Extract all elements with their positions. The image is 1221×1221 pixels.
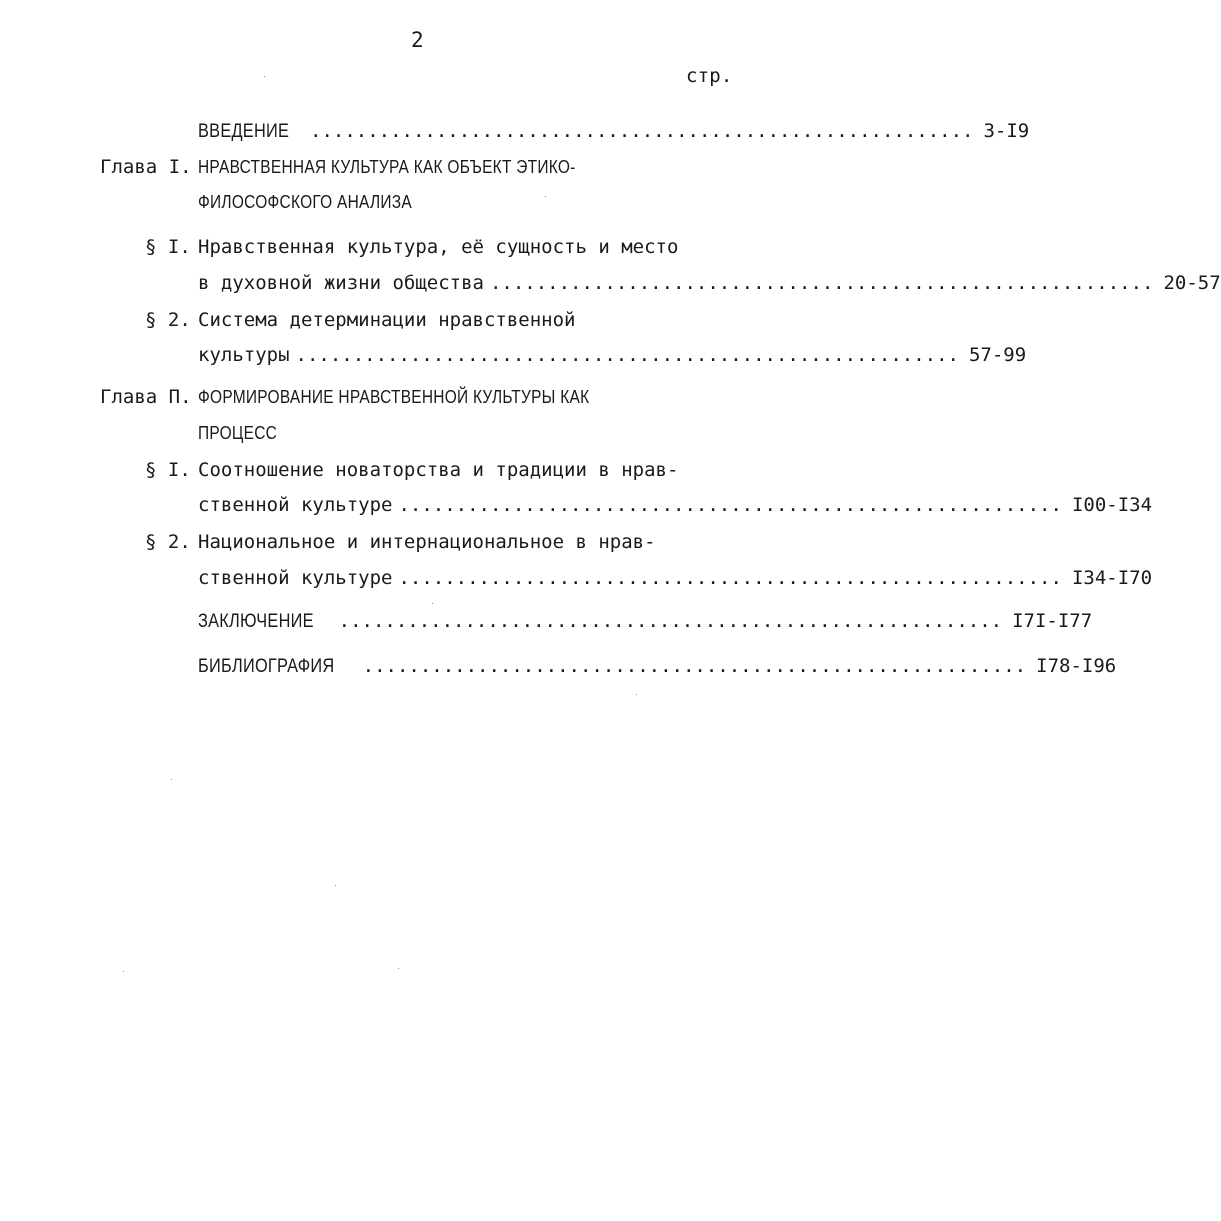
dot-leader: .......................................................... [398, 567, 1062, 589]
scan-speck [432, 603, 433, 604]
dot-leader: .......................................................... [295, 344, 959, 366]
toc-entry-section-2-1[interactable] [198, 493, 1153, 517]
scan-speck [545, 196, 546, 197]
scan-speck [123, 971, 124, 972]
dot-leader: .......................................................... [310, 120, 974, 142]
toc-conclusion-pages: I7I-I77 [1012, 610, 1093, 632]
section-2-2-title-line2: ственной культуре [198, 567, 393, 589]
scan-speck [171, 779, 172, 780]
scan-speck [335, 885, 336, 886]
section-2-2-label: § 2. [145, 531, 191, 553]
toc-conclusion-title: ЗАКЛЮЧЕНИЕ [198, 611, 314, 632]
chapter-1-title-line2[interactable]: ФИЛОСОФСКОГО АНАЛИЗА [198, 192, 412, 212]
toc-entry-intro[interactable] [198, 119, 1030, 143]
section-1-1-title-line1[interactable]: Нравственная культура, её сущность и место [198, 236, 679, 258]
section-1-2-pages: 57-99 [968, 344, 1027, 366]
pages-column-label: стр. [686, 65, 733, 87]
section-1-1-pages: 20-57 [1163, 272, 1221, 294]
scan-speck [636, 694, 637, 695]
page-number: 2 [411, 28, 424, 52]
toc-intro-pages: 3-I9 [983, 120, 1030, 142]
section-1-2-title-line2: культуры [198, 344, 290, 366]
scan-speck [264, 76, 265, 77]
toc-intro-title: ВВЕДЕНИЕ [198, 121, 290, 142]
section-2-1-title-line1[interactable]: Соотношение новаторства и традиции в нрав- [198, 459, 679, 481]
toc-entry-conclusion[interactable] [198, 609, 1093, 633]
section-2-1-title-line2: ственной культуре [198, 494, 393, 516]
chapter-1-title-line1[interactable]: НРАВСТВЕННАЯ КУЛЬТУРА КАК ОБЪЕКТ ЭТИКО- [198, 157, 576, 177]
toc-entry-section-1-1[interactable] [198, 271, 1221, 295]
toc-bibliography-pages: I78-I96 [1036, 655, 1117, 677]
chapter-2-title-line1[interactable]: ФОРМИРОВАНИЕ НРАВСТВЕННОЙ КУЛЬТУРЫ КАК [198, 387, 590, 407]
toc-entry-section-2-2[interactable] [198, 566, 1153, 590]
dot-leader: .......................................................... [362, 655, 1027, 677]
toc-bibliography-title: БИБЛИОГРАФИЯ [198, 656, 335, 677]
toc-entry-section-1-2[interactable] [198, 343, 1027, 367]
chapter-1-label: Глава I. [100, 156, 192, 178]
dot-leader: .......................................................... [338, 610, 1003, 632]
chapter-2-label: Глава П. [100, 386, 192, 408]
section-2-2-pages: I34-I70 [1071, 567, 1153, 589]
section-1-2-title-line1[interactable]: Система детерминации нравственной [198, 309, 576, 331]
scan-speck [398, 968, 399, 969]
section-1-1-label: § I. [145, 236, 191, 258]
section-2-2-title-line1[interactable]: Национальное и интернациональное в нрав- [198, 531, 656, 553]
chapter-2-title-line2[interactable]: ПРОЦЕСС [198, 423, 278, 443]
toc-entry-bibliography[interactable] [198, 654, 1117, 678]
section-1-2-label: § 2. [145, 309, 191, 331]
section-2-1-pages: I00-I34 [1071, 494, 1153, 516]
dot-leader: .......................................................... [398, 494, 1062, 516]
dot-leader: .......................................................... [489, 272, 1154, 294]
section-1-1-title-line2: в духовной жизни общества [198, 272, 484, 294]
section-2-1-label: § I. [145, 459, 191, 481]
